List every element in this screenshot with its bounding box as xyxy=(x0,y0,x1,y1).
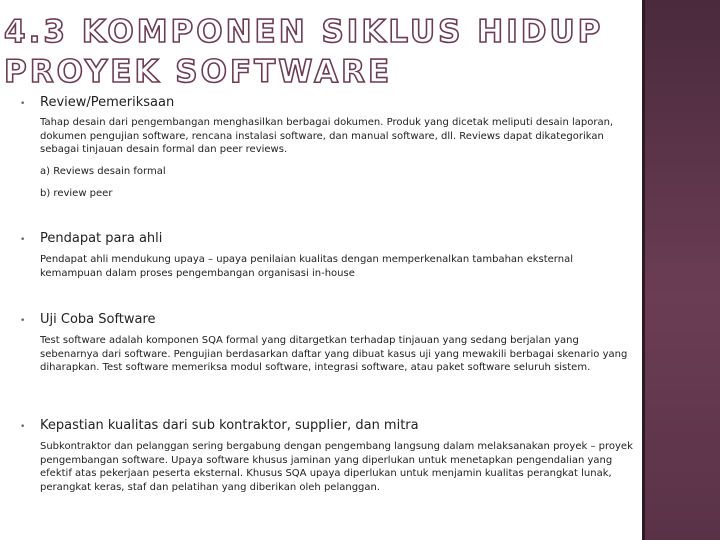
list-item: b) review peer xyxy=(40,188,113,199)
bullet-icon: • xyxy=(20,99,26,109)
section-text-pendapat: Pendapat ahli mendukung upaya – upaya penilaian kualitas dengan memperkenalkan tambahan eksternal kemampuan dalam proses pengembangan organisasi in-house xyxy=(40,254,573,279)
decorative-side-band xyxy=(642,0,720,540)
section-heading-review: Review/Pemeriksaan xyxy=(40,95,175,110)
bullet-icon: • xyxy=(20,316,26,326)
slide-title: 4.3 KOMPONEN SIKLUS HIDUP PROYEK SOFTWARE xyxy=(4,14,604,90)
section-heading-uji-coba: Uji Coba Software xyxy=(40,312,156,327)
section-text-uji-coba: Test software adalah komponen SQA formal yang ditargetkan terhadap tinjauan yang sedang berjalan yang sebenarnya dari software. Pengujian berdasarkan daftar yang dibuat kasus uji yang mewakili berbagai skenario yang diharapkan. Test software memeriksa modul software, integrasi software, atau paket software seluruh sistem. xyxy=(40,335,628,373)
section-heading-pendapat: Pendapat para ahli xyxy=(40,231,163,246)
bullet-icon: • xyxy=(20,422,26,432)
section-heading-kepastian: Kepastian kualitas dari sub kontraktor, supplier, dan mitra xyxy=(40,418,419,433)
section-text-review: Tahap desain dari pengembangan menghasilkan berbagai dokumen. Produk yang dicetak meliputi desain laporan, dokumen pengujian software, rencana instalasi software, dan manual software, dll. Reviews dapat dikategorikan sebagai tinjauan desain formal dan peer reviews. xyxy=(40,117,614,155)
list-item: a) Reviews desain formal xyxy=(40,166,166,177)
bullet-icon: • xyxy=(20,235,26,245)
section-text-kepastian: Subkontraktor dan pelanggan sering bergabung dengan pengembang langsung dalam melaksanakan proyek – proyek pengembangan software. Upaya software khusus jaminan yang diperlukan untuk menetapkan pengendalian yang efektif atas pekerjaan peserta eksternal. Khusus SQA upaya diperlukan untuk menjamin kualitas perangkat lunak, perangkat keras, staf dan pelatihan yang diberikan oleh pelanggan. xyxy=(40,441,633,493)
